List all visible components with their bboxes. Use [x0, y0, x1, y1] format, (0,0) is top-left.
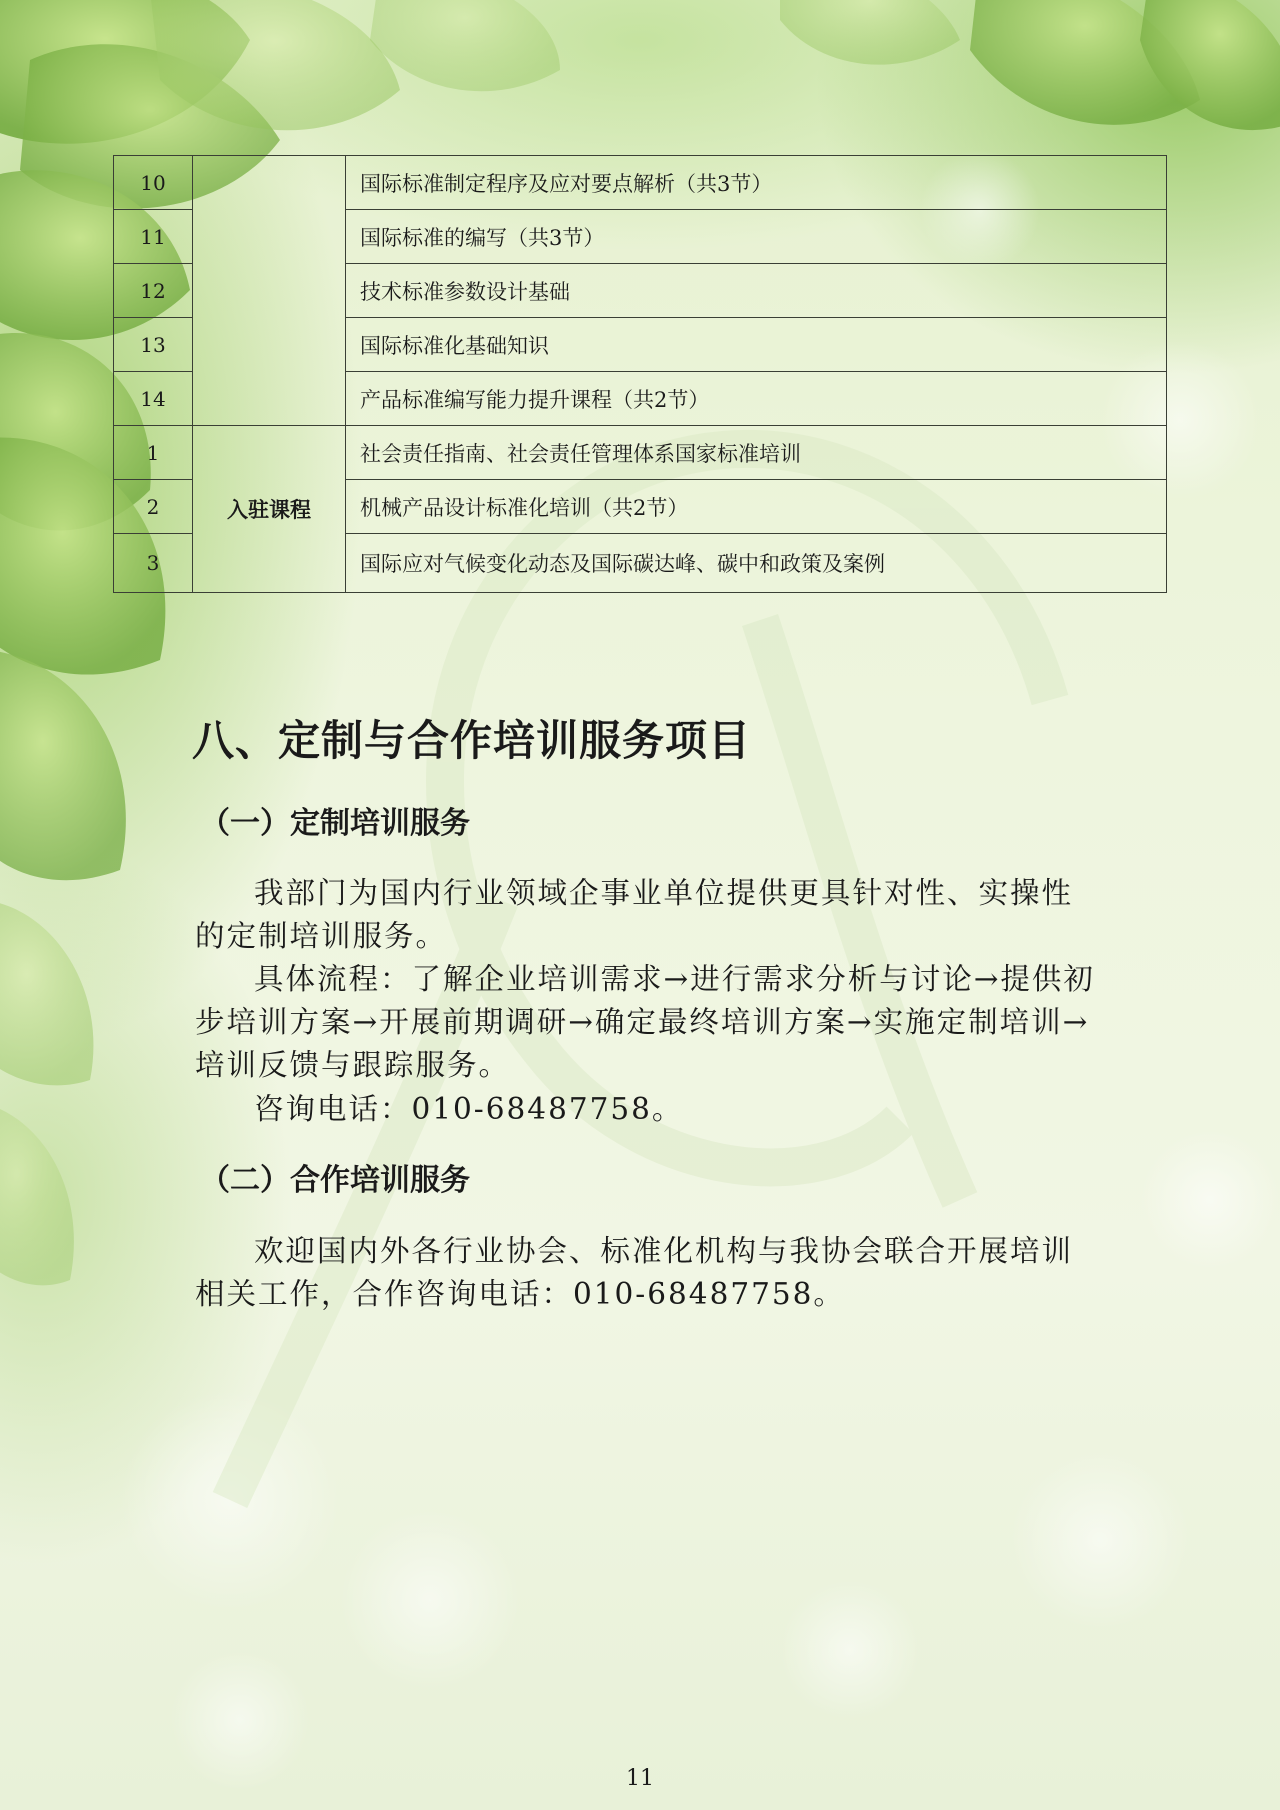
category-cell-resident: 入驻课程 [193, 426, 346, 593]
custom-training-heading: （一）定制培训服务 [200, 806, 470, 841]
category-cell-empty [193, 156, 346, 426]
row-number: 3 [114, 534, 193, 593]
row-number: 12 [114, 264, 193, 318]
row-number: 10 [114, 156, 193, 210]
course-name: 机械产品设计标准化培训（共2节） [346, 480, 1167, 534]
custom-training-process: 具体流程：了解企业培训需求→进行需求分析与讨论→提供初步培训方案→开展前期调研→确定最终培训方案→实施定制培训→培训反馈与跟踪服务。 [195, 962, 1095, 1082]
cooperation-training-heading: （二）合作培训服务 [200, 1163, 470, 1198]
custom-training-intro: 我部门为国内行业领域企事业单位提供更具针对性、实操性的定制培训服务。 [195, 876, 1074, 953]
table-row [114, 426, 1167, 480]
course-name: 技术标准参数设计基础 [346, 264, 1167, 318]
page-number: 11 [626, 1766, 654, 1791]
course-name: 国际应对气候变化动态及国际碳达峰、碳中和政策及案例 [346, 534, 1167, 593]
row-number: 1 [114, 426, 193, 480]
course-name: 国际标准制定程序及应对要点解析（共3节） [346, 156, 1167, 210]
course-name: 国际标准化基础知识 [346, 318, 1167, 372]
custom-training-phone: 咨询电话：010-68487758。 [254, 1092, 684, 1126]
course-name: 社会责任指南、社会责任管理体系国家标准培训 [346, 426, 1167, 480]
section-title: 八、定制与合作培训服务项目 [192, 716, 752, 765]
cooperation-training-text: 欢迎国内外各行业协会、标准化机构与我协会联合开展培训相关工作，合作咨询电话：010-68487758。 [195, 1234, 1074, 1311]
row-number: 2 [114, 480, 193, 534]
row-number: 14 [114, 372, 193, 426]
table-row [114, 156, 1167, 210]
row-number: 11 [114, 210, 193, 264]
row-number: 13 [114, 318, 193, 372]
course-name: 产品标准编写能力提升课程（共2节） [346, 372, 1167, 426]
course-name: 国际标准的编写（共3节） [346, 210, 1167, 264]
course-table [113, 155, 1167, 593]
